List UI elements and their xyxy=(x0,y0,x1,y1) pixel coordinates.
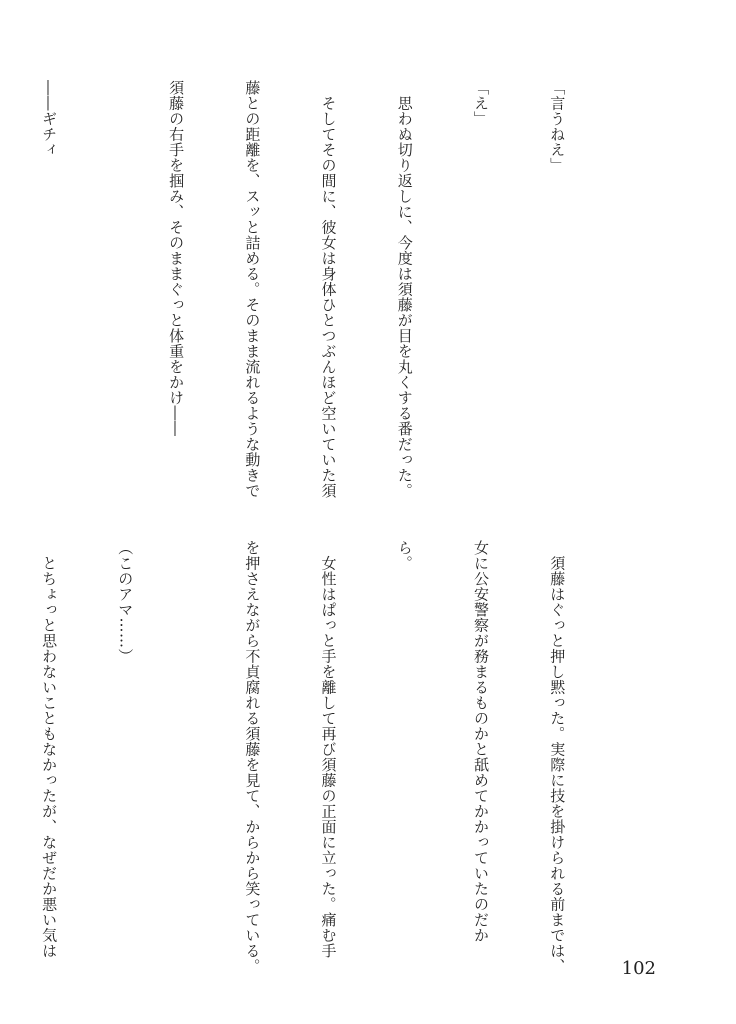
text-line: ――ギチィ xyxy=(40,80,59,158)
text-line: 女に公安警察が務まるものかと舐めてかかっていたのだか xyxy=(471,540,490,943)
text-line: 「言うねえ」 xyxy=(548,80,567,173)
text-line: そしてその間に、彼女は身体ひとつぶんほど空いていた須 xyxy=(319,80,338,499)
text-block-bottom xyxy=(40,540,620,974)
text-line: 須藤はぐっと押し黙った。実際に技を掛けられる前までは、 xyxy=(548,540,567,974)
page-number: 102 xyxy=(621,958,656,979)
text-line: 「え」 xyxy=(471,80,490,127)
text-block-top xyxy=(40,80,620,520)
text-line: 須藤の右手を掴み、そのままぐっと体重をかけ―― xyxy=(167,80,186,437)
text-line: 藤との距離を、スッと詰める。そのまま流れるような動きで xyxy=(243,80,262,499)
text-line: 女性はぱっと手を離して再び須藤の正面に立った。痛む手 xyxy=(319,540,338,959)
text-line: （このアマ……） xyxy=(116,540,135,664)
text-line: 思わぬ切り返しに、今度は須藤が目を丸くする番だった。 xyxy=(395,80,414,499)
text-line: とちょっと思わないこともなかったが、なぜだか悪い気は xyxy=(40,540,59,959)
text-line: ら。 xyxy=(395,540,414,571)
text-line: を押さえながら不貞腐れる須藤を見て、からから笑っている。 xyxy=(243,540,262,974)
